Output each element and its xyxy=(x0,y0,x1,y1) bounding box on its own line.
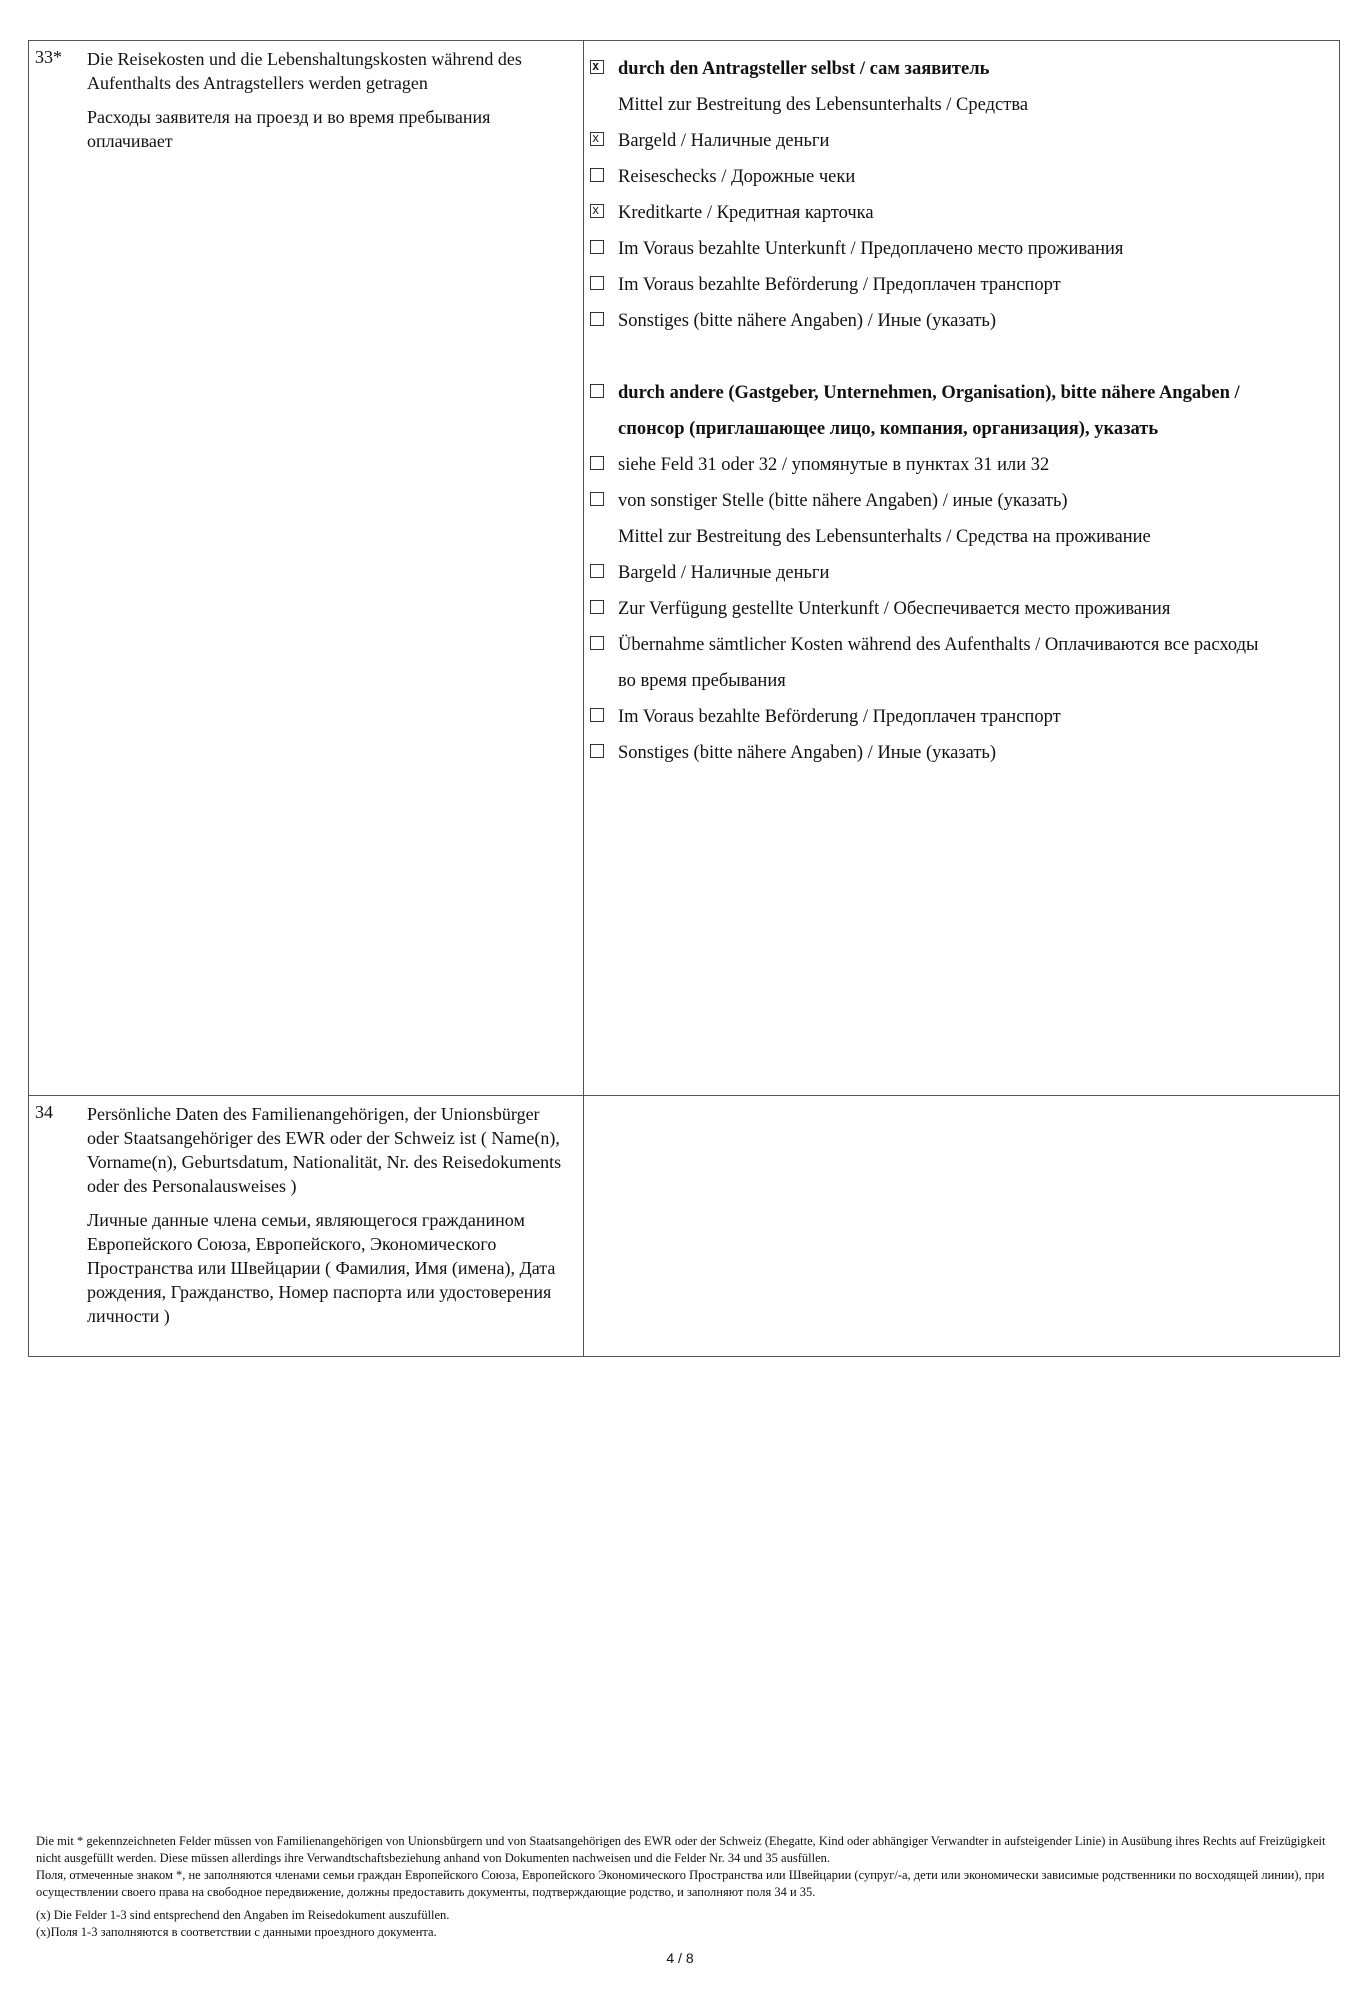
option-checkbox[interactable] xyxy=(590,132,604,146)
option-indent xyxy=(590,672,604,686)
option-label: Zur Verfügung gestellte Unterkunft / Обеспечивается место проживания xyxy=(618,599,1171,619)
section-33-number: 33* xyxy=(35,47,62,67)
option-row[interactable] xyxy=(590,447,1331,483)
option-indent xyxy=(590,528,604,542)
option-checkbox[interactable] xyxy=(590,636,604,650)
option-label: Im Voraus bezahlte Beförderung / Предоплачен транспорт xyxy=(618,707,1061,727)
section-33-options-cell xyxy=(584,41,1340,1096)
section-33-label-ru: Расходы заявителя на проезд и во время пребывания оплачивает xyxy=(87,107,491,151)
cost-coverage-options xyxy=(584,41,1339,771)
section-34-label-ru: Личные данные члена семьи, являющегося гражданином Европейского Союза, Европейского, Экономического Пространства или Швейцарии ( Фамилия, Имя (имена), Дата рождения, Гражданство, Номер паспорта или удостоверения личности ) xyxy=(87,1210,556,1326)
option-row[interactable] xyxy=(590,195,1331,231)
option-row xyxy=(590,519,1331,555)
option-checkbox[interactable] xyxy=(590,312,604,326)
option-label: Mittel zur Bestreitung des Lebensunterhalts / Средства xyxy=(618,95,1029,115)
option-label: Kreditkarte / Кредитная карточка xyxy=(618,203,874,223)
option-row[interactable] xyxy=(590,627,1331,663)
option-row[interactable] xyxy=(590,555,1331,591)
option-label: durch den Antragsteller selbst / сам заявитель xyxy=(618,59,990,79)
option-row[interactable] xyxy=(590,735,1331,771)
application-form-table xyxy=(28,40,1340,1357)
option-row[interactable] xyxy=(590,699,1331,735)
option-row[interactable] xyxy=(590,375,1331,411)
option-checkbox[interactable] xyxy=(590,204,604,218)
option-row[interactable] xyxy=(590,51,1331,87)
footer-x-note-de: (x) Die Felder 1-3 sind entsprechend den Angaben im Reisedokument auszufüllen. xyxy=(36,1908,450,1922)
option-checkbox[interactable] xyxy=(590,744,604,758)
section-33-label-cell xyxy=(29,41,584,1096)
footer-x-note-ru: (x)Поля 1-3 заполняются в соответствии с данными проездного документа. xyxy=(36,1925,437,1939)
option-row[interactable] xyxy=(590,303,1331,339)
footer-note-ru: Поля, отмеченные знаком *, не заполняются членами семьи граждан Европейского Союза, Европейского Экономического Пространства или Швейцарии (супруг/-а, дети или экономически зависимые родственники по восходящей линии), при осуществлении своего права на свободное передвижение, должны предоставить документы, подтверждающие родство, и заполняют поля 34 и 35. xyxy=(36,1868,1325,1899)
option-row xyxy=(590,87,1331,123)
option-label: Reiseschecks / Дорожные чеки xyxy=(618,167,856,187)
section-33-row xyxy=(29,41,1340,1096)
option-checkbox[interactable] xyxy=(590,492,604,506)
option-checkbox[interactable] xyxy=(590,600,604,614)
option-label: Bargeld / Наличные деньги xyxy=(618,131,830,151)
footer-notes xyxy=(36,1833,1336,1947)
option-indent xyxy=(590,96,604,110)
section-33-label-de: Die Reisekosten und die Lebenshaltungskosten während des Aufenthalts des Antragstellers werden getragen xyxy=(87,49,522,93)
options-spacer xyxy=(590,339,1331,375)
section-34-number: 34 xyxy=(35,1102,53,1122)
option-checkbox[interactable] xyxy=(590,240,604,254)
option-checkbox[interactable] xyxy=(590,276,604,290)
option-row[interactable] xyxy=(590,231,1331,267)
section-34-label-cell xyxy=(29,1096,584,1357)
option-label: спонсор (приглашающее лицо, компания, организация), указать xyxy=(618,419,1159,439)
option-row xyxy=(590,411,1331,447)
option-checkbox[interactable] xyxy=(590,60,604,74)
option-label: Bargeld / Наличные деньги xyxy=(618,563,830,583)
option-checkbox[interactable] xyxy=(590,708,604,722)
option-label: во время пребывания xyxy=(618,671,786,691)
option-label: Mittel zur Bestreitung des Lebensunterhalts / Средства на проживание xyxy=(618,527,1151,547)
footer-note-de: Die mit * gekennzeichneten Felder müssen von Familienangehörigen von Unionsbürgern und von Staatsangehörigen des EWR oder der Schweiz (Ehegatte, Kind oder abhängiger Verwandter in aufsteigender Linie) in Ausübung ihres Rechts auf Freizügigkeit nicht ausgefüllt werden. Diese müssen allerdings ihre Verwandtschaftsbeziehung anhand von Dokumenten nachweisen und die Felder Nr. 34 und 35 ausfüllen. xyxy=(36,1834,1326,1865)
page-number: 4 / 8 xyxy=(666,1950,694,1966)
option-checkbox[interactable] xyxy=(590,456,604,470)
option-checkbox[interactable] xyxy=(590,564,604,578)
option-checkbox[interactable] xyxy=(590,384,604,398)
option-label: siehe Feld 31 oder 32 / упомянутые в пунктах 31 или 32 xyxy=(618,455,1050,475)
option-label: von sonstiger Stelle (bitte nähere Angaben) / иные (указать) xyxy=(618,491,1068,511)
section-34-row xyxy=(29,1096,1340,1357)
option-label: Sonstiges (bitte nähere Angaben) / Иные (указать) xyxy=(618,311,997,331)
option-row xyxy=(590,663,1331,699)
option-label: Im Voraus bezahlte Beförderung / Предоплачен транспорт xyxy=(618,275,1061,295)
option-row[interactable] xyxy=(590,591,1331,627)
option-row[interactable] xyxy=(590,123,1331,159)
option-indent xyxy=(590,420,604,434)
option-row[interactable] xyxy=(590,159,1331,195)
family-member-data-field[interactable] xyxy=(584,1096,1340,1357)
option-label: Im Voraus bezahlte Unterkunft / Предоплачено место проживания xyxy=(618,239,1124,259)
option-label: durch andere (Gastgeber, Unternehmen, Organisation), bitte nähere Angaben / xyxy=(618,383,1240,403)
option-row[interactable] xyxy=(590,267,1331,303)
option-label: Übernahme sämtlicher Kosten während des Aufenthalts / Оплачиваются все расходы xyxy=(618,635,1259,655)
option-label: Sonstiges (bitte nähere Angaben) / Иные (указать) xyxy=(618,743,997,763)
section-34-label-de: Persönliche Daten des Familienangehörigen, der Unionsbürger oder Staatsangehöriger des EWR oder der Schweiz ist ( Name(n), Vorname(n), Geburtsdatum, Nationalität, Nr. des Reisedokuments oder des Personalausweises ) xyxy=(87,1104,562,1196)
option-checkbox[interactable] xyxy=(590,168,604,182)
option-row[interactable] xyxy=(590,483,1331,519)
